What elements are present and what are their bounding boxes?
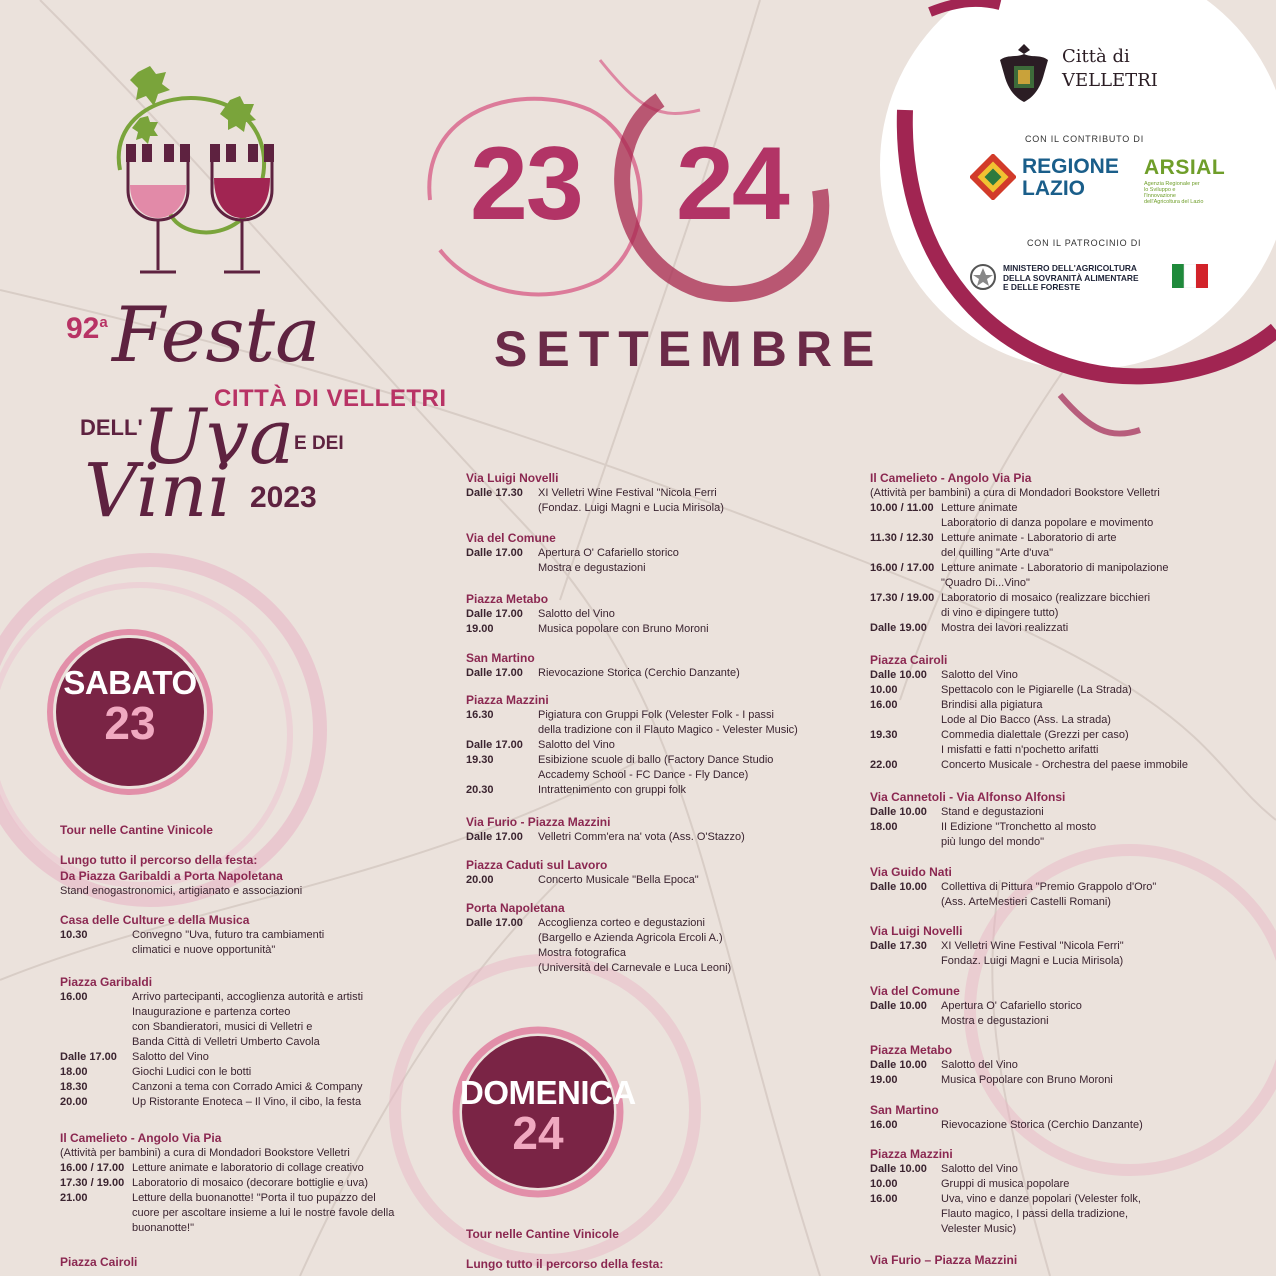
schedule-description: Salotto del Vino bbox=[941, 669, 1018, 681]
schedule-row bbox=[466, 486, 846, 501]
sat-casa-block bbox=[60, 912, 440, 958]
date-month: SETTEMBRE bbox=[494, 321, 884, 377]
wine-glasses-logo-icon bbox=[100, 60, 300, 290]
schedule-description: Banda Città di Velletri Umberto Cavola bbox=[132, 1036, 320, 1048]
schedule-time bbox=[466, 723, 538, 738]
velletri-coat-of-arms-icon bbox=[996, 40, 1052, 106]
location-heading: Il Camelieto - Angolo Via Pia bbox=[870, 471, 1032, 485]
title-uva: Uva bbox=[142, 392, 295, 481]
sat-furio-block bbox=[466, 814, 846, 845]
schedule-row bbox=[870, 621, 1250, 636]
section-heading: Lungo tutto il percorso della festa: bbox=[466, 1257, 664, 1271]
schedule-row bbox=[870, 728, 1250, 743]
schedule-row bbox=[870, 880, 1250, 895]
schedule-description: Gruppi di musica popolare bbox=[941, 1178, 1070, 1190]
schedule-row bbox=[870, 606, 1250, 621]
section-note: (Attività per bambini) a cura di Mondadori Bookstore Velletri bbox=[60, 1147, 350, 1159]
schedule-time: Dalle 17.00 bbox=[466, 831, 523, 843]
schedule-description: Mostra e degustazioni bbox=[538, 562, 646, 574]
sat-lungo-block bbox=[60, 852, 440, 899]
location-heading: Piazza Mazzini bbox=[870, 1147, 953, 1161]
schedule-time bbox=[60, 1206, 132, 1221]
schedule-description: II Edizione "Tronchetto al mosto bbox=[941, 821, 1097, 833]
schedule-description: Brindisi alla pigiatura bbox=[941, 699, 1043, 711]
schedule-description: del quilling "Arte d'uva" bbox=[941, 547, 1054, 559]
location-heading: Casa delle Culture e della Musica bbox=[60, 913, 250, 927]
schedule-time: 10.00 bbox=[870, 684, 898, 696]
schedule-time: Dalle 10.00 bbox=[870, 806, 927, 818]
schedule-row bbox=[870, 561, 1250, 576]
schedule-description: Letture animate e laboratorio di collage creativo bbox=[132, 1162, 364, 1174]
schedule-time: 16.00 bbox=[870, 699, 898, 711]
schedule-row bbox=[466, 546, 846, 561]
section-heading: Tour nelle Cantine Vinicole bbox=[466, 1227, 619, 1241]
sun-nati-block bbox=[870, 864, 1250, 910]
schedule-time: 19.30 bbox=[466, 754, 494, 766]
schedule-row bbox=[60, 1095, 440, 1110]
schedule-description: Commedia dialettale (Grezzi per caso) bbox=[941, 729, 1129, 741]
schedule-description: Convegno "Uva, futuro tra cambiamenti bbox=[132, 929, 325, 941]
schedule-description: Spettacolo con le Pigiarelle (La Strada) bbox=[941, 684, 1132, 696]
schedule-description: Musica Popolare con Bruno Moroni bbox=[941, 1074, 1113, 1086]
schedule-time: Dalle 19.00 bbox=[870, 622, 927, 634]
sat-comune-block bbox=[466, 530, 846, 576]
schedule-description: Salotto del Vino bbox=[941, 1163, 1018, 1175]
regione-lazio-logo-icon bbox=[970, 154, 1016, 200]
schedule-time: 10.30 bbox=[60, 929, 88, 941]
badge-sabato-number: 23 bbox=[104, 697, 156, 749]
badge-domenica-label: DOMENICA bbox=[460, 1074, 636, 1111]
schedule-row bbox=[60, 1191, 440, 1206]
schedule-time bbox=[60, 1005, 132, 1020]
schedule-row bbox=[466, 931, 846, 946]
schedule-row bbox=[466, 768, 846, 783]
schedule-description: Laboratorio di mosaico (decorare bottiglie e uva) bbox=[132, 1177, 369, 1189]
schedule-description: Mostra dei lavori realizzati bbox=[941, 622, 1069, 634]
schedule-time: Dalle 17.00 bbox=[466, 739, 523, 751]
schedule-description: Rievocazione Storica (Cerchio Danzante) bbox=[941, 1119, 1143, 1131]
sun-camelieto-block bbox=[870, 470, 1250, 636]
schedule-row bbox=[466, 738, 846, 753]
schedule-row bbox=[870, 1014, 1250, 1029]
schedule-row bbox=[870, 820, 1250, 835]
schedule-description: Apertura O' Cafariello storico bbox=[538, 547, 679, 559]
schedule-time: Dalle 17.00 bbox=[466, 667, 523, 679]
schedule-time: 16.00 / 17.00 bbox=[60, 1162, 125, 1174]
title-vini: Vini bbox=[84, 448, 232, 534]
schedule-description: Giochi Ludici con le botti bbox=[132, 1066, 252, 1078]
schedule-description: Letture animate - Laboratorio di arte bbox=[941, 532, 1117, 544]
schedule-row bbox=[60, 1065, 440, 1080]
schedule-time: 11.30 / 12.30 bbox=[870, 532, 934, 544]
schedule-row bbox=[466, 708, 846, 723]
schedule-description: (Università del Carnevale e Luca Leoni) bbox=[538, 962, 732, 974]
sun-lungo-block bbox=[466, 1256, 846, 1272]
schedule-row bbox=[466, 753, 846, 768]
schedule-time: Dalle 17.00 bbox=[466, 608, 523, 620]
schedule-time bbox=[870, 546, 941, 561]
schedule-time: 18.30 bbox=[60, 1081, 88, 1093]
schedule-row bbox=[870, 1177, 1250, 1192]
schedule-row bbox=[870, 591, 1250, 606]
schedule-row bbox=[466, 783, 846, 798]
location-heading: Via del Comune bbox=[870, 984, 960, 998]
schedule-time: 18.00 bbox=[870, 821, 898, 833]
schedule-time bbox=[870, 954, 941, 969]
city-name: Città di VELLETRI bbox=[1062, 46, 1158, 91]
location-heading: Piazza Cairoli bbox=[870, 653, 948, 667]
schedule-description: (Bargello e Azienda Agricola Ercoli A.) bbox=[538, 932, 723, 944]
schedule-description: (Fondaz. Luigi Magni e Lucia Mirisola) bbox=[538, 502, 724, 514]
schedule-row bbox=[870, 713, 1250, 728]
title-citta: CITTÀ DI VELLETRI bbox=[214, 385, 447, 412]
sun-novelli-block bbox=[870, 923, 1250, 969]
sat-tour-block bbox=[60, 822, 440, 838]
schedule-row bbox=[870, 939, 1250, 954]
location-heading: Piazza Metabo bbox=[466, 592, 549, 606]
schedule-description: Inaugurazione e partenza corteo bbox=[132, 1006, 291, 1018]
schedule-time: 10.00 bbox=[870, 1178, 898, 1190]
schedule-time: 20.00 bbox=[466, 874, 494, 886]
schedule-description: Lode al Dio Bacco (Ass. La strada) bbox=[941, 714, 1111, 726]
schedule-description: Velletri Comm'era na' vota (Ass. O'Stazzo) bbox=[538, 831, 745, 843]
schedule-row bbox=[466, 723, 846, 738]
schedule-row bbox=[870, 1207, 1250, 1222]
schedule-description: Salotto del Vino bbox=[132, 1051, 209, 1063]
schedule-time: 16.30 bbox=[466, 709, 494, 721]
schedule-time: 22.00 bbox=[870, 759, 898, 771]
schedule-row bbox=[60, 1035, 440, 1050]
title-festa: Festa bbox=[112, 290, 321, 379]
location-heading: Piazza Mazzini bbox=[466, 693, 549, 707]
schedule-row bbox=[466, 622, 846, 637]
schedule-description: Concerto Musicale - Orchestra del paese immobile bbox=[941, 759, 1188, 771]
sun-sanmartino-block bbox=[870, 1102, 1250, 1133]
schedule-time bbox=[60, 1020, 132, 1035]
schedule-description: Canzoni a tema con Corrado Amici & Company bbox=[132, 1081, 363, 1093]
schedule-time bbox=[466, 931, 538, 946]
schedule-row bbox=[466, 873, 846, 888]
schedule-time bbox=[60, 1035, 132, 1050]
sat-novelli-block bbox=[466, 470, 846, 516]
schedule-row bbox=[870, 835, 1250, 850]
schedule-description: Arrivo partecipanti, accoglienza autorità e artisti bbox=[132, 991, 364, 1003]
schedule-time: Dalle 10.00 bbox=[870, 1000, 927, 1012]
schedule-row bbox=[466, 607, 846, 622]
schedule-time bbox=[60, 943, 132, 958]
schedule-row bbox=[870, 1058, 1250, 1073]
location-heading: Piazza Cairoli bbox=[60, 1255, 138, 1269]
italian-flag-icon bbox=[1172, 264, 1208, 288]
schedule-time bbox=[870, 1014, 941, 1029]
schedule-row bbox=[870, 1073, 1250, 1088]
location-heading: Via Cannetoli - Via Alfonso Alfonsi bbox=[870, 790, 1066, 804]
edition-number: 92$^a$ bbox=[66, 312, 108, 345]
sat-caduti-block bbox=[466, 857, 846, 888]
regione-lazio-label: REGIONE LAZIO bbox=[1022, 155, 1119, 200]
schedule-description: più lungo del mondo" bbox=[941, 836, 1044, 848]
schedule-description: Mostra e degustazioni bbox=[941, 1015, 1049, 1027]
schedule-time: 16.00 bbox=[870, 1119, 898, 1131]
schedule-row bbox=[870, 531, 1250, 546]
schedule-description: Pigiatura con Gruppi Folk (Velester Folk - I passi bbox=[538, 709, 774, 721]
sun-tour-block bbox=[466, 1226, 846, 1242]
schedule-time: 19.30 bbox=[870, 729, 898, 741]
schedule-time: 17.30 / 19.00 bbox=[870, 592, 935, 604]
schedule-description: Concerto Musicale "Bella Epoca" bbox=[538, 874, 699, 886]
schedule-time bbox=[870, 895, 941, 910]
schedule-time: 17.30 / 19.00 bbox=[60, 1177, 125, 1189]
schedule-time bbox=[466, 768, 538, 783]
schedule-description: Rievocazione Storica (Cerchio Danzante) bbox=[538, 667, 740, 679]
schedule-time bbox=[870, 713, 941, 728]
schedule-description: Fondaz. Luigi Magni e Lucia Mirisola) bbox=[941, 955, 1124, 967]
schedule-row bbox=[466, 501, 846, 516]
schedule-description: XI Velletri Wine Festival "Nicola Ferri" bbox=[941, 940, 1124, 952]
location-heading: San Martino bbox=[466, 651, 535, 665]
badge-sabato bbox=[56, 664, 204, 750]
schedule-row bbox=[870, 895, 1250, 910]
schedule-row bbox=[466, 946, 846, 961]
schedule-row bbox=[870, 501, 1250, 516]
schedule-time: Dalle 17.00 bbox=[466, 547, 523, 559]
section-heading: Lungo tutto il percorso della festa: bbox=[60, 853, 258, 867]
schedule-time: 19.00 bbox=[870, 1074, 898, 1086]
schedule-time: 21.00 bbox=[60, 1192, 88, 1204]
schedule-time: 16.00 bbox=[870, 1193, 898, 1205]
schedule-description: con Sbandieratori, musici di Velletri e bbox=[132, 1021, 313, 1033]
location-heading: Il Camelieto - Angolo Via Pia bbox=[60, 1131, 222, 1145]
sun-metabo-block bbox=[870, 1042, 1250, 1088]
schedule-description: Intrattenimento con gruppi folk bbox=[538, 784, 686, 796]
schedule-row bbox=[870, 954, 1250, 969]
date-day-23: 23 bbox=[470, 126, 582, 242]
schedule-description: climatici e nuove opportunità" bbox=[132, 944, 276, 956]
location-heading: Via Furio – Piazza Mazzini bbox=[870, 1253, 1018, 1267]
title-year: 2023 bbox=[250, 481, 317, 514]
title-edei: E DEI bbox=[294, 433, 344, 454]
contributo-label: CON IL CONTRIBUTO DI bbox=[1025, 134, 1145, 144]
sat-metabo-block bbox=[466, 591, 846, 637]
schedule-time: Dalle 10.00 bbox=[870, 1059, 927, 1071]
schedule-description: I misfatti e fatti n'pochetto arifatti bbox=[941, 744, 1099, 756]
schedule-description: Apertura O' Cafariello storico bbox=[941, 1000, 1082, 1012]
schedule-description: Mostra fotografica bbox=[538, 947, 627, 959]
schedule-row bbox=[60, 1176, 440, 1191]
schedule-description: Musica popolare con Bruno Moroni bbox=[538, 623, 709, 635]
schedule-description: Accoglienza corteo e degustazioni bbox=[538, 917, 705, 929]
sat-mazzini-block bbox=[466, 692, 846, 798]
schedule-time: 20.00 bbox=[60, 1096, 88, 1108]
schedule-time: Dalle 10.00 bbox=[870, 881, 927, 893]
arsial-subtitle: Agenzia Regionale per lo Sviluppo e l'Innovazione dell'Agricoltura del Lazio bbox=[1144, 181, 1204, 205]
schedule-time bbox=[870, 606, 941, 621]
location-heading: San Martino bbox=[870, 1103, 939, 1117]
sun-cairoli-block bbox=[870, 652, 1250, 773]
badge-domenica bbox=[460, 1074, 636, 1160]
schedule-row bbox=[60, 990, 440, 1005]
section-note: Stand enogastronomici, artigianato e associazioni bbox=[60, 885, 303, 897]
schedule-row bbox=[60, 928, 440, 943]
schedule-row bbox=[466, 666, 846, 681]
schedule-row bbox=[870, 668, 1250, 683]
schedule-time: Dalle 10.00 bbox=[870, 669, 927, 681]
schedule-description: Collettiva di Pittura "Premio Grappolo d'Oro" bbox=[941, 881, 1157, 893]
schedule-time bbox=[870, 576, 941, 591]
schedule-row bbox=[60, 1020, 440, 1035]
schedule-time bbox=[60, 1221, 132, 1236]
italian-republic-emblem-icon bbox=[968, 262, 998, 292]
schedule-time: 16.00 / 17.00 bbox=[870, 562, 935, 574]
badge-sabato-label: SABATO bbox=[63, 664, 197, 701]
schedule-time bbox=[466, 501, 538, 516]
schedule-description: "Quadro Di...Vino" bbox=[941, 577, 1030, 589]
schedule-row bbox=[60, 1206, 440, 1221]
schedule-description: Salotto del Vino bbox=[538, 608, 615, 620]
schedule-description: Esibizione scuole di ballo (Factory Dance Studio bbox=[538, 754, 774, 766]
schedule-row bbox=[870, 1192, 1250, 1207]
schedule-time: Dalle 10.00 bbox=[870, 1163, 927, 1175]
schedule-row bbox=[870, 576, 1250, 591]
schedule-description: cuore per ascoltare insieme a lui le nostre favole della bbox=[132, 1207, 395, 1219]
location-heading: Piazza Metabo bbox=[870, 1043, 953, 1057]
location-heading: Via Guido Nati bbox=[870, 865, 952, 879]
schedule-time: 18.00 bbox=[60, 1066, 88, 1078]
schedule-time bbox=[466, 561, 538, 576]
date-day-24: 24 bbox=[676, 126, 788, 242]
location-heading: Via Luigi Novelli bbox=[870, 924, 963, 938]
location-heading: Via del Comune bbox=[466, 531, 556, 545]
sat-cairoli-block bbox=[60, 1254, 440, 1270]
schedule-row bbox=[870, 805, 1250, 820]
schedule-time bbox=[466, 946, 538, 961]
ministero-label: MINISTERO DELL'AGRICOLTURA DELLA SOVRANITÀ ALIMENTARE E DELLE FORESTE bbox=[1003, 263, 1139, 292]
section-heading: Da Piazza Garibaldi a Porta Napoletana bbox=[60, 869, 283, 883]
location-heading: Piazza Caduti sul Lavoro bbox=[466, 858, 608, 872]
schedule-row bbox=[60, 943, 440, 958]
schedule-row bbox=[870, 698, 1250, 713]
location-heading: Porta Napoletana bbox=[466, 901, 565, 915]
schedule-time bbox=[870, 743, 941, 758]
schedule-row bbox=[60, 1050, 440, 1065]
schedule-row bbox=[870, 516, 1250, 531]
schedule-description: Stand e degustazioni bbox=[941, 806, 1044, 818]
schedule-row bbox=[60, 1221, 440, 1236]
schedule-row bbox=[466, 916, 846, 931]
schedule-time: 16.00 bbox=[60, 991, 88, 1003]
schedule-description: Salotto del Vino bbox=[941, 1059, 1018, 1071]
schedule-description: Laboratorio di mosaico (realizzare bicchieri bbox=[941, 592, 1151, 604]
schedule-row bbox=[870, 1118, 1250, 1133]
schedule-time: Dalle 17.30 bbox=[870, 940, 927, 952]
schedule-time: Dalle 17.00 bbox=[60, 1051, 117, 1063]
schedule-time: Dalle 17.30 bbox=[466, 487, 523, 499]
sun-comune-block bbox=[870, 983, 1250, 1029]
schedule-row bbox=[466, 561, 846, 576]
schedule-time bbox=[870, 1222, 941, 1237]
schedule-description: XI Velletri Wine Festival "Nicola Ferri bbox=[538, 487, 717, 499]
section-heading: Tour nelle Cantine Vinicole bbox=[60, 823, 213, 837]
sun-furio-block bbox=[870, 1252, 1250, 1268]
schedule-row bbox=[60, 1005, 440, 1020]
schedule-row bbox=[870, 758, 1250, 773]
schedule-description: Accademy School - FC Dance - Fly Dance) bbox=[538, 769, 749, 781]
sat-garibaldi-block bbox=[60, 974, 440, 1110]
schedule-description: Uva, vino e danze popolari (Velester folk, bbox=[941, 1193, 1141, 1205]
schedule-description: (Ass. ArteMestieri Castelli Romani) bbox=[941, 896, 1111, 908]
location-heading: Via Luigi Novelli bbox=[466, 471, 559, 485]
schedule-row bbox=[466, 961, 846, 976]
schedule-row bbox=[870, 1162, 1250, 1177]
schedule-row bbox=[870, 546, 1250, 561]
schedule-description: di vino e dipingere tutto) bbox=[941, 607, 1059, 619]
schedule-row bbox=[870, 1222, 1250, 1237]
schedule-description: Velester Music) bbox=[941, 1223, 1017, 1235]
schedule-description: Letture della buonanotte! "Porta il tuo pupazzo del bbox=[132, 1192, 376, 1204]
location-heading: Piazza Garibaldi bbox=[60, 975, 153, 989]
schedule-row bbox=[60, 1080, 440, 1095]
schedule-row bbox=[466, 830, 846, 845]
schedule-time: 20.30 bbox=[466, 784, 494, 796]
schedule-description: Flauto magico, I passi della tradizione, bbox=[941, 1208, 1129, 1220]
schedule-time bbox=[870, 1207, 941, 1222]
sat-porta-block bbox=[466, 900, 846, 976]
schedule-row bbox=[60, 1161, 440, 1176]
sun-cannetoli-block bbox=[870, 789, 1250, 850]
sat-sanmartino-block bbox=[466, 650, 846, 681]
schedule-description: Laboratorio di danza popolare e movimento bbox=[941, 517, 1154, 529]
schedule-description: Salotto del Vino bbox=[538, 739, 615, 751]
schedule-time: 10.00 / 11.00 bbox=[870, 502, 934, 514]
schedule-description: buonanotte!" bbox=[132, 1222, 195, 1234]
schedule-row bbox=[870, 743, 1250, 758]
schedule-description: Up Ristorante Enoteca – Il Vino, il cibo, la festa bbox=[132, 1096, 362, 1108]
schedule-time bbox=[870, 516, 941, 531]
section-note: (Attività per bambini) a cura di Mondadori Bookstore Velletri bbox=[870, 487, 1160, 499]
schedule-time bbox=[466, 961, 538, 976]
title-dell: DELL' bbox=[80, 415, 143, 440]
arsial-label: ARSIAL bbox=[1144, 156, 1226, 179]
schedule-row bbox=[870, 999, 1250, 1014]
location-heading: Via Furio - Piazza Mazzini bbox=[466, 815, 611, 829]
schedule-row bbox=[870, 683, 1250, 698]
sun-mazzini-block bbox=[870, 1146, 1250, 1237]
patrocinio-label: CON IL PATROCINIO DI bbox=[1027, 238, 1142, 248]
schedule-description: Letture animate - Laboratorio di manipolazione bbox=[941, 562, 1169, 574]
schedule-description: della tradizione con il Flauto Magico - Velester Music) bbox=[538, 724, 798, 736]
schedule-time: Dalle 17.00 bbox=[466, 917, 523, 929]
schedule-description: Letture animate bbox=[941, 502, 1018, 514]
schedule-time bbox=[870, 835, 941, 850]
badge-domenica-number: 24 bbox=[512, 1107, 564, 1159]
schedule-time: 19.00 bbox=[466, 623, 494, 635]
sat-camelieto-block bbox=[60, 1130, 440, 1236]
